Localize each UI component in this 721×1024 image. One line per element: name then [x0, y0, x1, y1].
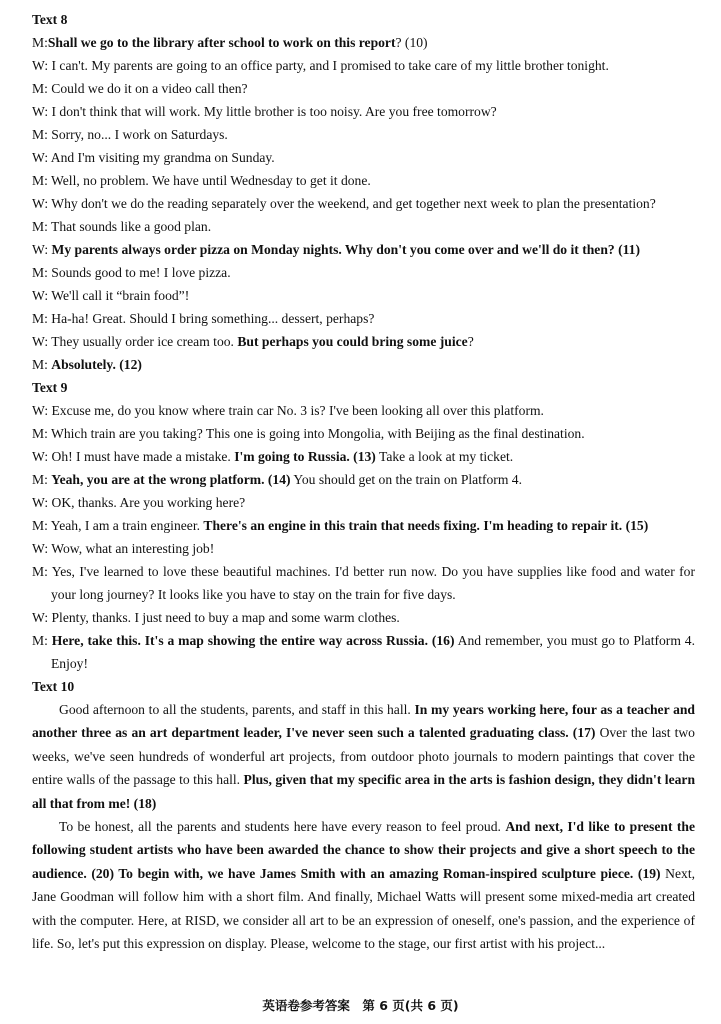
dialogue-text: M: Yeah, I am a train engineer.	[32, 518, 204, 533]
dialogue-text: M:	[32, 472, 52, 487]
dialogue-text: W: Why don't we do the reading separately over the weekend, and get together next week to plan the presentation?	[32, 196, 656, 211]
dialogue-text: M: Yes, I've learned to love these beautiful machines. I'd better run now. Do you have supplies like food and water for your long journey? It looks like you have to stay on the train for five days.	[32, 564, 695, 602]
section-title: Text 8	[32, 12, 68, 27]
dialogue-text: W: I don't think that will work. My little brother is too noisy. Are you free tomorrow?	[32, 104, 497, 119]
dialogue-line	[32, 353, 695, 376]
dialogue-line	[32, 422, 695, 445]
dialogue-line	[32, 54, 695, 77]
answer-highlight: But perhaps you could bring some juice	[237, 334, 468, 349]
dialogue-text: W: And I'm visiting my grandma on Sunday.	[32, 150, 275, 165]
section-title: Text 10	[32, 679, 75, 694]
dialogue-line	[32, 100, 695, 123]
dialogue-text: You should get on the train on Platform 4.	[290, 472, 522, 487]
dialogue-text: W: OK, thanks. Are you working here?	[32, 495, 246, 510]
answer-highlight: In my years working here, four as a teacher and another three as an art department leader, I've never seen such a talented graduating class. (17)	[32, 702, 695, 741]
answer-highlight: Shall we go to the library after school to work on this report	[47, 35, 396, 50]
dialogue-line	[32, 537, 695, 560]
dialogue-text: W: We'll call it “brain food”!	[32, 288, 190, 303]
page-footer: 英语卷参考答案 第 6 页(共 6 页)	[262, 998, 459, 1013]
dialogue-line	[32, 629, 695, 675]
dialogue-text: M: Ha-ha! Great. Should I bring something... dessert, perhaps?	[32, 311, 375, 326]
answer-highlight: And next, I'd like to present the following student artists who have been awarded the chance to show their projects and give a short speech to the audience. (20) To begin with, we have James Smith with an amazing Roman-inspired sculpture piece. (19)	[32, 819, 695, 881]
dialogue-line	[32, 491, 695, 514]
dialogue-line	[32, 215, 695, 238]
dialogue-line	[32, 514, 695, 537]
answer-highlight: Here, take this. It's a map showing the entire way across Russia. (16)	[51, 633, 455, 648]
dialogue-text: M:	[32, 35, 48, 50]
dialogue-text: M: Well, no problem. We have until Wednesday to get it done.	[32, 173, 371, 188]
dialogue-text: And remember, you must go to Platform 4. Enjoy!	[51, 633, 695, 671]
dialogue-text: W: I can't. My parents are going to an office party, and I promised to take care of my little brother tonight.	[32, 58, 609, 73]
dialogue-text: M: Could we do it on a video call then?	[32, 81, 248, 96]
dialogue-line	[32, 399, 695, 422]
dialogue-text: M:	[32, 633, 52, 648]
monologue-text: Over the last two weeks, we've seen hundreds of wonderful art projects, from outdoor photo journals to modern paintings that cover the entire walls of the passage to this hall.	[32, 725, 695, 788]
dialogue-line	[32, 146, 695, 169]
dialogue-text: M: Sorry, no... I work on Saturdays.	[32, 127, 228, 142]
dialogue-text: W: Excuse me, do you know where train car No. 3 is? I've been looking all over this platform.	[32, 403, 544, 418]
dialogue-line	[32, 192, 695, 215]
dialogue-line	[32, 238, 695, 261]
dialogue-line	[32, 77, 695, 100]
answer-highlight: I'm going to Russia. (13)	[234, 449, 376, 464]
monologue-text: Good afternoon to all the students, parents, and staff in this hall.	[59, 702, 415, 717]
dialogue-line	[32, 606, 695, 629]
answer-highlight: There's an engine in this train that needs fixing. I'm heading to repair it. (15)	[203, 518, 649, 533]
dialogue-line	[32, 31, 695, 54]
dialogue-text: M: Which train are you taking? This one is going into Mongolia, with Beijing as the final destination.	[32, 426, 585, 441]
answer-highlight: Yeah, you are at the wrong platform. (14)	[51, 472, 291, 487]
dialogue-text: ? (10)	[395, 35, 428, 50]
section-title: Text 9	[32, 380, 68, 395]
monologue-paragraph	[32, 698, 695, 815]
dialogue-line	[32, 307, 695, 330]
dialogue-text: W: They usually order ice cream too.	[32, 334, 238, 349]
dialogue-line	[32, 261, 695, 284]
dialogue-text: M: That sounds like a good plan.	[32, 219, 212, 234]
answer-highlight: Plus, given that my specific area in the arts is fashion design, they didn't learn all that from me! (18)	[32, 772, 696, 811]
dialogue-line	[32, 560, 695, 606]
dialogue-text: M: Sounds good to me! I love pizza.	[32, 265, 231, 280]
dialogue-text: W: Wow, what an interesting job!	[32, 541, 215, 556]
dialogue-text: W: Oh! I must have made a mistake.	[32, 449, 235, 464]
monologue-paragraph	[32, 815, 695, 955]
dialogue-line	[32, 123, 695, 146]
monologue-text: To be honest, all the parents and students here have every reason to feel proud.	[59, 819, 506, 835]
dialogue-line	[32, 284, 695, 307]
dialogue-line	[32, 468, 695, 491]
answer-highlight: Absolutely. (12)	[51, 357, 142, 372]
dialogue-text: W: Plenty, thanks. I just need to buy a map and some warm clothes.	[32, 610, 400, 625]
page-content	[32, 8, 695, 955]
dialogue-line	[32, 169, 695, 192]
dialogue-line	[32, 330, 695, 353]
dialogue-text: Take a look at my ticket.	[375, 449, 514, 464]
dialogue-text: M:	[32, 357, 52, 372]
dialogue-text: W:	[32, 242, 52, 257]
dialogue-text: ?	[467, 334, 474, 349]
monologue-text: Next, Jane Goodman will follow him with a short film. And finally, Michael Watts will present some mixed-media art created with the computer. Here, at RISD, we consider all art to be an expression of oneself, one's passion, and the experience of life. So, let's put this expression on display. Please, welcome to the stage, our first artist with his project...	[32, 865, 695, 952]
answer-highlight: My parents always order pizza on Monday nights. Why don't you come over and we'll do it then? (11)	[51, 242, 640, 257]
dialogue-line	[32, 445, 695, 468]
